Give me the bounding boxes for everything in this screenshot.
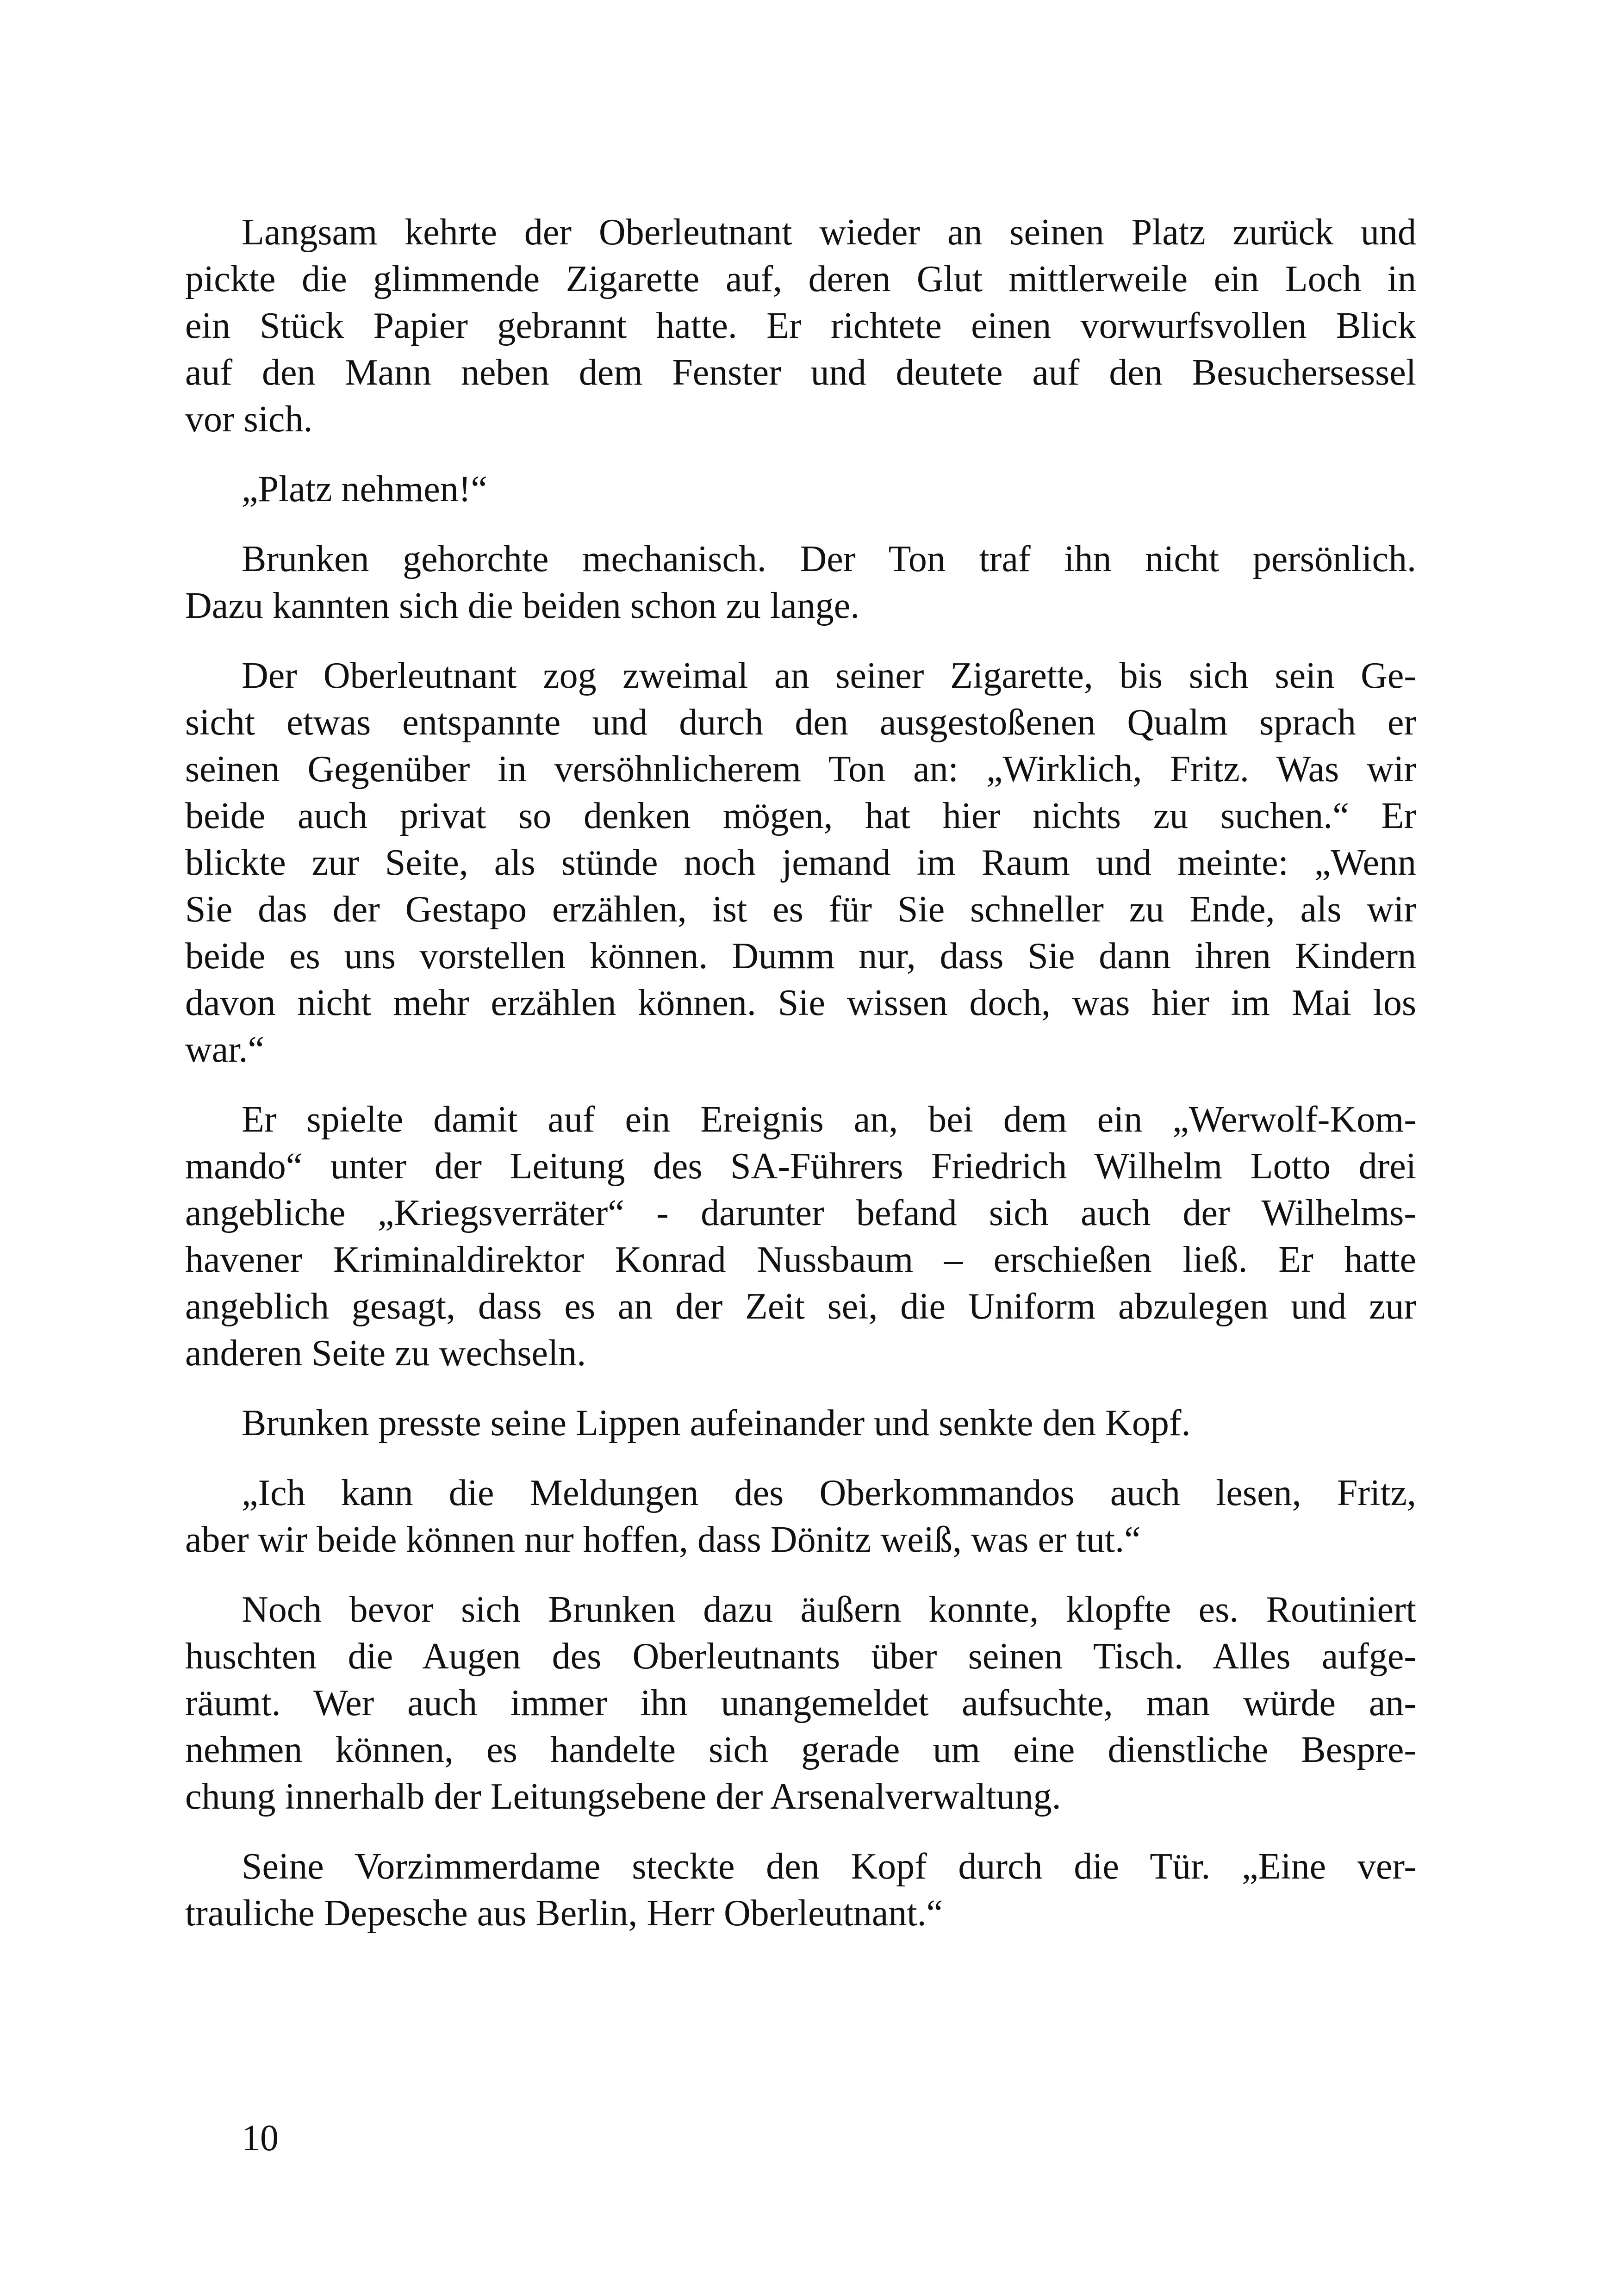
text-line: Noch bevor sich Brunken dazu äußern konnte, klopfte es. Routiniert [242,1589,1416,1630]
paragraph [185,1587,1416,1820]
text-line: Der Oberleutnant zog zweimal an seiner Zigarette, bis sich sein Ge- [242,655,1416,696]
text-line: vor sich. [185,399,313,440]
body-text [185,209,1416,1960]
text-line: seinen Gegenüber in versöhnlicherem Ton an: „Wirklich, Fritz. Was wir [185,749,1416,790]
text-line: havener Kriminaldirektor Konrad Nussbaum – erschießen ließ. Er hatte [185,1239,1416,1280]
paragraph [185,209,1416,443]
text-line: Brunken presste seine Lippen aufeinander und senkte den Kopf. [242,1403,1191,1444]
text-line: davon nicht mehr erzählen können. Sie wissen doch, was hier im Mai los [185,983,1416,1023]
text-line: chung innerhalb der Leitungsebene der Arsenalverwaltung. [185,1776,1061,1817]
text-line: Dazu kannten sich die beiden schon zu lange. [185,585,860,626]
paragraph [185,536,1416,629]
text-line: nehmen können, es handelte sich gerade um eine dienstliche Bespre- [185,1730,1416,1770]
text-line: „Platz nehmen!“ [242,469,487,510]
text-line: huschten die Augen des Oberleutnants über seinen Tisch. Alles aufge- [185,1636,1416,1677]
text-line: mando“ unter der Leitung des SA-Führers Friedrich Wilhelm Lotto drei [185,1146,1416,1187]
text-line: beide es uns vorstellen können. Dumm nur, dass Sie dann ihren Kindern [185,936,1416,977]
text-line: Langsam kehrte der Oberleutnant wieder an seinen Platz zurück und [242,212,1416,253]
text-line: pickte die glimmende Zigarette auf, deren Glut mittlerweile ein Loch in [185,259,1416,299]
page-number: 10 [242,2118,279,2159]
text-line: war.“ [185,1029,265,1070]
text-line: räumt. Wer auch immer ihn unangemeldet aufsuchte, man würde an- [185,1683,1416,1724]
paragraph [185,1470,1416,1563]
text-line: anderen Seite zu wechseln. [185,1333,586,1374]
text-line: Seine Vorzimmerdame steckte den Kopf durch die Tür. „Eine ver- [242,1846,1416,1887]
text-line: beide auch privat so denken mögen, hat hier nichts zu suchen.“ Er [185,796,1416,836]
text-line: auf den Mann neben dem Fenster und deutete auf den Besuchersessel [185,352,1416,393]
text-line: Brunken gehorchte mechanisch. Der Ton traf ihn nicht persönlich. [242,539,1416,579]
text-line: sicht etwas entspannte und durch den ausgestoßenen Qualm sprach er [185,702,1416,743]
paragraph [185,1400,1416,1447]
text-line: blickte zur Seite, als stünde noch jemand im Raum und meinte: „Wenn [185,842,1416,883]
text-line: aber wir beide können nur hoffen, dass Dönitz weiß, was er tut.“ [185,1519,1141,1560]
text-line: angebliche „Kriegsverräter“ - darunter befand sich auch der Wilhelms- [185,1193,1416,1233]
paragraph [185,1843,1416,1937]
text-line: trauliche Depesche aus Berlin, Herr Oberleutnant.“ [185,1893,943,1934]
text-line: Er spielte damit auf ein Ereignis an, bei dem ein „Werwolf-Kom- [242,1099,1416,1140]
paragraph [185,653,1416,1073]
text-line: Sie das der Gestapo erzählen, ist es für Sie schneller zu Ende, als wir [185,889,1416,930]
paragraph [185,1096,1416,1377]
text-line: „Ich kann die Meldungen des Oberkommandos auch lesen, Fritz, [242,1473,1416,1513]
text-line: ein Stück Papier gebrannt hatte. Er richtete einen vorwurfsvollen Blick [185,305,1416,346]
text-line: angeblich gesagt, dass es an der Zeit sei, die Uniform abzulegen und zur [185,1286,1416,1327]
paragraph [185,466,1416,513]
